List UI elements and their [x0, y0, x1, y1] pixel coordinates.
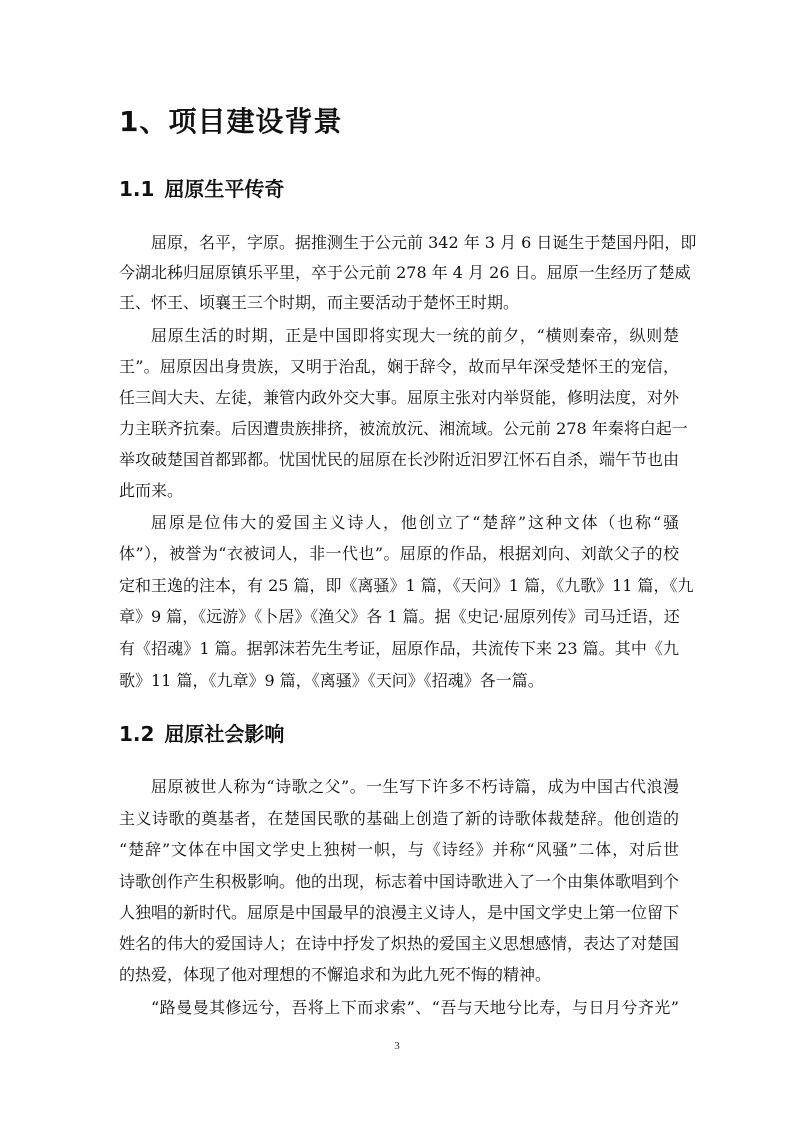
paragraph-line: 屈原生活的时期，正是中国即将实现大一统的前夕，“横则秦帝，纵则楚: [151, 326, 679, 345]
paragraph-line: 今湖北秭归屈原镇乐平里，卒于公元前 278 年 4 月 26 日。屈原一生经历了楚威: [119, 263, 691, 282]
paragraph-line: 歌》11 篇，《九章》9 篇，《离骚》《天问》《招魂》各一篇。: [119, 671, 544, 690]
section-heading-1-2: [119, 719, 284, 749]
paragraph-line: 屈原，名平，字原。据推测生于公元前 342 年 3 月 6 日诞生于楚国丹阳，即: [151, 233, 697, 252]
paragraph-line: 王”。屈原因出身贵族，又明于治乱，娴于辞令，故而早年深受楚怀王的宠信，: [119, 357, 679, 376]
paragraph-line: 举攻破楚国首都郢都。忧国忧民的屈原在长沙附近汨罗江怀石自杀，端午节也由: [119, 450, 680, 469]
paragraph-line: 体”），被誉为“衣被词人，非一代也”。屈原的作品，根据刘向、刘歆父子的校: [119, 544, 679, 563]
paragraph-line: 屈原被世人称为“诗歌之父”。一生写下许多不朽诗篇，成为中国古代浪漫: [151, 777, 679, 796]
paragraph-line: 任三闾大夫、左徒，兼管内政外交大事。屈原主张对内举贤能，修明法度，对外: [119, 388, 680, 407]
section-title: 屈原社会影响: [164, 722, 285, 746]
chapter-heading: 1、项目建设背景: [119, 105, 343, 138]
paragraph-line: 力主联齐抗秦。后因遭贵族排挤，被流放沅、湘流域。公元前 278 年秦将白起一: [119, 419, 688, 438]
paragraph-line: 有《招魂》1 篇。据郭沫若先生考证，屈原作品，共流传下来 23 篇。其中《九: [119, 639, 679, 658]
paragraph-line: 诗歌创作产生积极影响。他的出现，标志着中国诗歌进入了一个由集体歌唱到个: [119, 872, 680, 891]
paragraph-line: 定和王逸的注本，有 25 篇，即《离骚》1 篇，《天问》1 篇，《九歌》11 篇，《九: [119, 576, 694, 595]
paragraph-line: 章》9 篇，《远游》《卜居》《渔父》各 1 篇。据《史记·屈原列传》司马迁语，还: [119, 607, 680, 626]
section-number: 1.2: [119, 722, 155, 746]
paragraph-line: 此而来。: [119, 481, 184, 500]
paragraph-line: 的热爱，体现了他对理想的不懈追求和为此九死不悔的精神。: [119, 965, 552, 984]
paragraph-line: 王、怀王、顷襄王三个时期，而主要活动于楚怀王时期。: [119, 293, 520, 312]
page-number: 3: [394, 1040, 400, 1052]
section-heading-1-1: [119, 174, 284, 204]
paragraph-line: 人独唱的新时代。屈原是中国最早的浪漫主义诗人，是中国文学史上第一位留下: [119, 903, 680, 922]
paragraph-line: “路曼曼其修远兮，吾将上下而求索”、“吾与天地兮比寿，与日月兮齐光”: [151, 998, 679, 1017]
paragraph-line: “楚辞”文体在中国文学史上独树一帜，与《诗经》并称“风骚”二体，对后世: [119, 840, 679, 859]
paragraph-line: 主义诗歌的奠基者，在楚国民歌的基础上创造了新的诗歌体裁楚辞。他创造的: [119, 809, 679, 828]
section-number: 1.1: [119, 177, 155, 201]
paragraph-line: 屈原是位伟大的爱国主义诗人，他创立了“楚辞”这种文体（也称“骚: [151, 513, 679, 532]
section-title: 屈原生平传奇: [164, 177, 285, 201]
paragraph-line: 姓名的伟大的爱国诗人；在诗中抒发了炽热的爱国主义思想感情，表达了对楚国: [119, 934, 680, 953]
